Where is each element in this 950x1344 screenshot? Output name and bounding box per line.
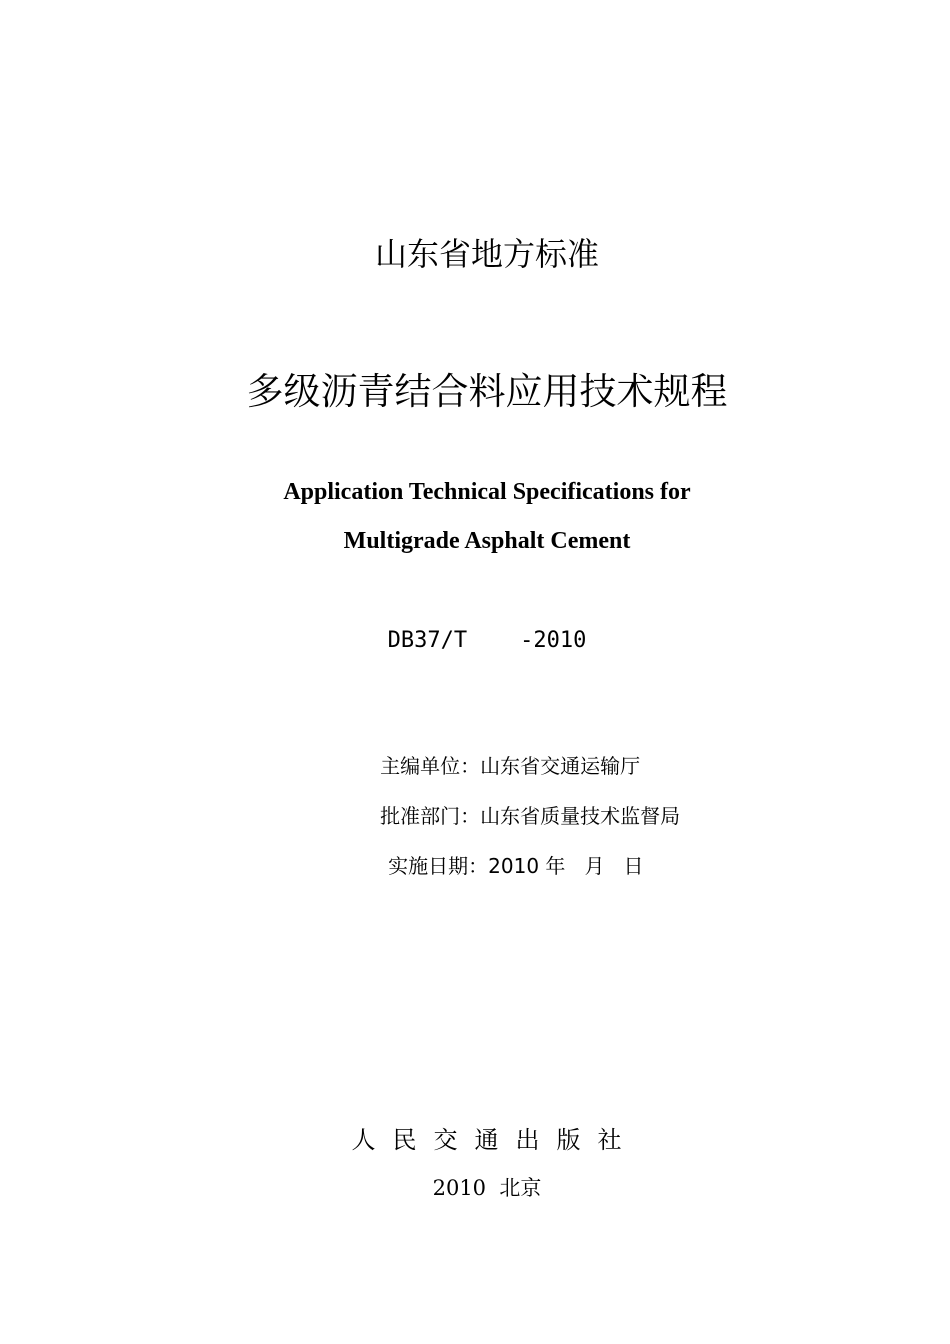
publisher-name: 人民交通出版社 <box>351 1126 639 1154</box>
effective-date-value: 2010 年 月 日 <box>488 854 644 878</box>
effective-date-label: 实施日期： <box>388 854 489 878</box>
publication-year-place: 2010 北京 <box>432 1176 542 1200</box>
standard-category: 山东省地方标准 <box>374 235 599 273</box>
effective-date-row <box>350 824 644 908</box>
standard-number: DB37/T -2010 <box>387 628 587 653</box>
editor-value: 山东省交通运输厅 <box>480 754 641 778</box>
title-chinese: 多级沥青结合料应用技术规程 <box>246 370 728 413</box>
title-english-line-2: Multigrade Asphalt Cement <box>343 528 631 554</box>
approver-value: 山东省质量技术监督局 <box>480 804 681 828</box>
title-english-line-1: Application Technical Specifications for <box>283 479 691 505</box>
editor-label: 主编单位： <box>380 754 481 778</box>
approver-label: 批准部门： <box>380 804 481 828</box>
